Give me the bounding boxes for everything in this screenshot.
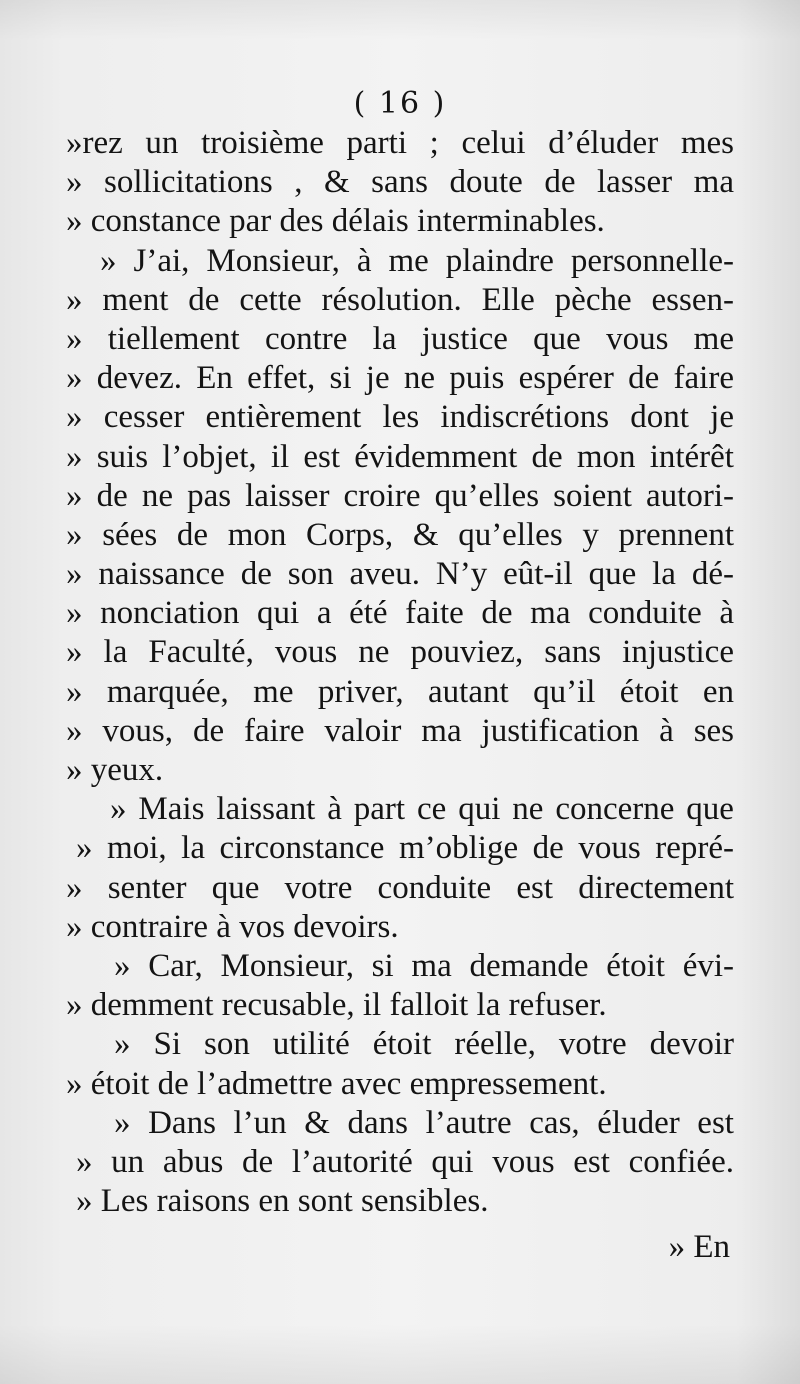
text-line <box>66 202 734 241</box>
text-line <box>66 516 734 555</box>
text-line-content: » cesser entièrement les indiscrétions dont je <box>66 399 734 436</box>
text-line-content: » ment de cette résolution. Elle pèche essen- <box>66 281 734 318</box>
text-line <box>66 986 734 1025</box>
text-line <box>66 320 734 359</box>
text-line-content: » la Faculté, vous ne pouviez, sans injustice <box>66 634 734 671</box>
text-line-content: » suis l’objet, il est évidemment de mon intérêt <box>66 438 734 475</box>
text-line-content: » Mais laissant à part ce qui ne concerne que <box>110 791 734 828</box>
text-line-content: » Dans l’un & dans l’autre cas, éluder est <box>114 1104 734 1141</box>
text-line-content: » demment recusable, il falloit la refuser. <box>66 987 607 1024</box>
text-line-content: » tiellement contre la justice que vous me <box>66 320 734 357</box>
text-line <box>66 673 734 712</box>
text-line-content: »rez un troisième parti ; celui d’éluder mes <box>66 125 734 161</box>
text-line-content: » Car, Monsieur, si ma demande étoit évi- <box>114 947 734 984</box>
page-number: ( 16 ) <box>353 86 447 121</box>
text-line <box>66 398 734 437</box>
text-line-content: » étoit de l’admettre avec empressement. <box>66 1065 607 1102</box>
text-line-content: » de ne pas laisser croire qu’elles soient autori- <box>66 477 734 514</box>
text-line-content: » moi, la circonstance m’oblige de vous repré- <box>76 830 734 867</box>
text-line <box>66 751 734 790</box>
text-line <box>66 124 734 163</box>
text-line <box>66 359 734 398</box>
text-line-content: » Les raisons en sont sensibles. <box>76 1183 489 1220</box>
text-line-content: » J’ai, Monsieur, à me plaindre personnelle- <box>100 242 734 279</box>
text-line-content: » sollicitations , & sans doute de lasser ma <box>66 164 734 201</box>
text-line <box>66 1025 734 1064</box>
text-line-content: » senter que votre conduite est directement <box>66 869 734 906</box>
text-line <box>66 633 734 672</box>
text-line <box>66 281 734 320</box>
text-line <box>66 908 734 947</box>
catchword: » En <box>668 1229 730 1265</box>
text-line <box>66 829 734 868</box>
text-line-content: » Si son utilité étoit réelle, votre devoir <box>114 1026 734 1063</box>
text-line-content: » naissance de son aveu. N’y eût-il que la dé- <box>66 556 734 593</box>
text-line <box>66 869 734 908</box>
text-line <box>66 712 734 751</box>
text-line-content: » devez. En effet, si je ne puis espérer de faire <box>66 360 734 397</box>
text-line-content: » un abus de l’autorité qui vous est confiée. <box>76 1143 734 1180</box>
text-line <box>66 1143 734 1182</box>
body-text <box>66 124 734 1221</box>
text-line <box>66 555 734 594</box>
text-line-content: » nonciation qui a été faite de ma conduite à <box>66 595 734 632</box>
page-bottom-shading <box>0 1324 800 1384</box>
text-line-content: » sées de mon Corps, & qu’elles y prennent <box>66 516 734 553</box>
text-line <box>66 947 734 986</box>
page-top-shading <box>0 0 800 40</box>
text-line-content: » contraire à vos devoirs. <box>66 908 399 945</box>
text-line-content: » constance par des délais interminables. <box>66 203 605 240</box>
text-line-content: » yeux. <box>66 752 164 788</box>
text-line <box>66 1065 734 1104</box>
text-line <box>66 477 734 516</box>
text-line <box>66 1182 734 1221</box>
text-line <box>66 163 734 202</box>
text-line <box>66 242 734 281</box>
text-line <box>66 1104 734 1143</box>
text-line <box>66 790 734 829</box>
text-line <box>66 438 734 477</box>
text-line-content: » marquée, me priver, autant qu’il étoit en <box>66 673 734 710</box>
text-line <box>66 594 734 633</box>
text-line-content: » vous, de faire valoir ma justification à ses <box>66 712 734 749</box>
